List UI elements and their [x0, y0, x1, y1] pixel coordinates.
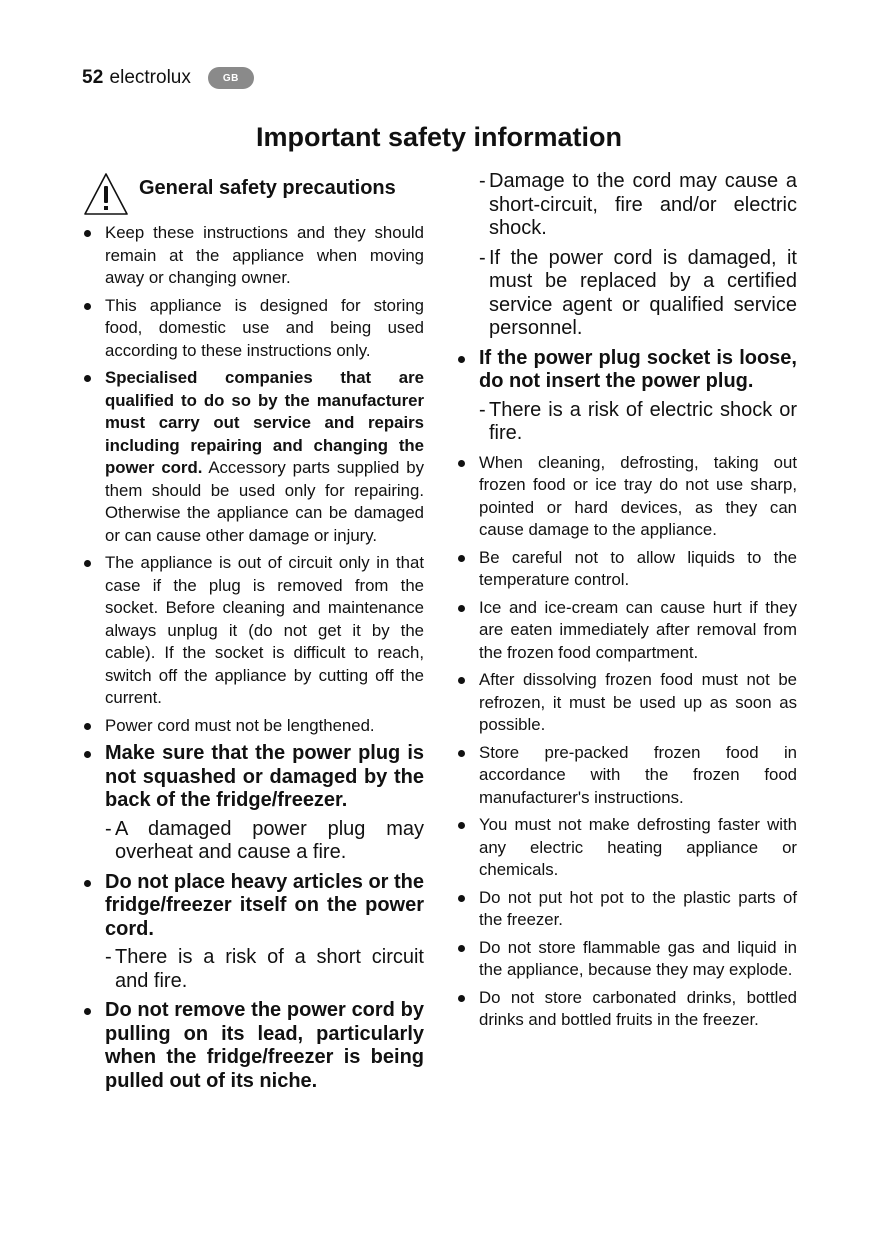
dash-marker: - [105, 946, 112, 968]
bullet-icon [458, 460, 465, 467]
section-heading [82, 170, 424, 222]
list-item [82, 222, 424, 290]
bullet-icon [458, 750, 465, 757]
left-column [82, 170, 424, 1098]
left-safety-list-continued [82, 871, 424, 942]
list-item-important [82, 999, 424, 1093]
bullet-icon [458, 677, 465, 684]
bullet-icon [84, 751, 91, 758]
sub-note-text: There is a risk of electric shock or fire. [489, 398, 797, 444]
list-item [82, 715, 424, 738]
sub-note-text: A damaged power plug may overheat and cause a fire. [115, 817, 424, 863]
sub-note-text: Damage to the cord may cause a short-circuit, fire and/or electric shock. [489, 170, 797, 239]
list-item [456, 742, 797, 810]
item-bold-text: Do not remove the power cord by pulling on its lead, particularly when the fridge/freezer is being pulled out of its niche. [105, 999, 424, 1092]
sub-note [456, 399, 797, 446]
item-text: When cleaning, defrosting, taking out frozen food or ice tray do not use sharp, pointed or hard devices, as they can cause damage to the appliance. [479, 452, 797, 539]
right-column [456, 170, 797, 1037]
sub-note [456, 170, 797, 241]
right-safety-list [456, 452, 797, 1032]
left-safety-list [82, 222, 424, 813]
item-text: Store pre-packed frozen food in accordance with the frozen food manufacturer's instructions. [479, 742, 797, 807]
item-text: Be careful not to allow liquids to the temperature control. [479, 547, 797, 589]
item-bold-text: Make sure that the power plug is not squashed or damaged by the back of the fridge/freezer. [105, 742, 424, 811]
bullet-icon [458, 895, 465, 902]
sub-note [82, 946, 424, 993]
brand-name: electrolux [109, 67, 191, 88]
right-safety-list-head [456, 347, 797, 394]
bullet-icon [84, 303, 91, 310]
bullet-icon [84, 880, 91, 887]
dash-marker: - [479, 246, 486, 269]
list-item [456, 597, 797, 665]
item-text: You must not make defrosting faster with any electric heating appliance or chemicals. [479, 815, 797, 879]
dash-marker: - [479, 170, 486, 192]
item-text: The appliance is out of circuit only in that case if the plug is removed from the socket. Before cleaning and maintenance always unplug it (do not get it by the cable). If the socket is difficult to reach, switch off the appliance by cutting off the current. [105, 553, 424, 707]
page-number: 52 [82, 67, 104, 88]
left-safety-list-end [82, 999, 424, 1093]
warning-triangle-icon [82, 170, 130, 218]
section-title: General safety precautions [139, 176, 396, 199]
list-item [82, 552, 424, 710]
bullet-icon [458, 995, 465, 1002]
list-item-important [82, 742, 424, 813]
language-badge: GB [208, 67, 254, 89]
sub-note [82, 818, 424, 865]
item-text: Power cord must not be lengthened. [105, 715, 375, 735]
page-title: Important safety information [255, 122, 623, 152]
list-item [456, 452, 797, 542]
item-text: Accessory parts supplied by them should be used only for repairing. Otherwise the appliance can be damaged or can cause other damage or injury. [105, 458, 425, 545]
sub-note-text: If the power cord is damaged, it must be replaced by a certified service agent or qualified service personnel. [489, 246, 797, 339]
bullet-icon [84, 230, 91, 237]
item-text: This appliance is designed for storing food, domestic use and being used according to these instructions only. [105, 295, 424, 360]
item-text: Do not store carbonated drinks, bottled drinks and bottled fruits in the freezer. [479, 987, 797, 1029]
bullet-icon [458, 822, 465, 829]
dash-marker: - [479, 398, 486, 421]
list-item [456, 987, 797, 1032]
item-text: Do not store flammable gas and liquid in the appliance, because they may explode. [479, 937, 797, 979]
bullet-icon [84, 375, 91, 382]
list-item [82, 295, 424, 363]
item-text: Ice and ice-cream can cause hurt if they are eaten immediately after removal from the frozen food compartment. [479, 597, 797, 662]
bullet-icon [84, 560, 91, 567]
item-bold-text: Specialised companies that are qualified to do so by the manufacturer must carry out service and repairs including repairing and changing the power cord. [105, 368, 424, 477]
item-text: After dissolving frozen food must not be refrozen, it must be used up as soon as possible. [479, 670, 797, 734]
item-bold-text: Do not place heavy articles or the fridge/freezer itself on the power cord. [105, 870, 424, 940]
list-item [456, 937, 797, 982]
sub-note [456, 247, 797, 341]
dash-marker: - [105, 817, 112, 840]
bullet-icon [458, 555, 465, 562]
bullet-icon [84, 1008, 91, 1015]
item-text: Do not put hot pot to the plastic parts of the freezer. [479, 887, 797, 929]
list-item [456, 887, 797, 932]
bullet-icon [84, 723, 91, 730]
list-item [456, 814, 797, 882]
list-item [456, 669, 797, 737]
list-item [82, 367, 424, 547]
list-item-important [456, 347, 797, 394]
bullet-icon [458, 356, 465, 363]
list-item [456, 547, 797, 592]
bullet-icon [458, 945, 465, 952]
item-text: Keep these instructions and they should remain at the appliance when moving away or changing owner. [105, 223, 424, 287]
item-bold-text: If the power plug socket is loose, do not insert the power plug. [479, 346, 797, 392]
bullet-icon [458, 605, 465, 612]
list-item-important [82, 871, 424, 942]
sub-note-text: There is a risk of a short circuit and fire. [115, 946, 424, 992]
page-header [82, 67, 254, 89]
